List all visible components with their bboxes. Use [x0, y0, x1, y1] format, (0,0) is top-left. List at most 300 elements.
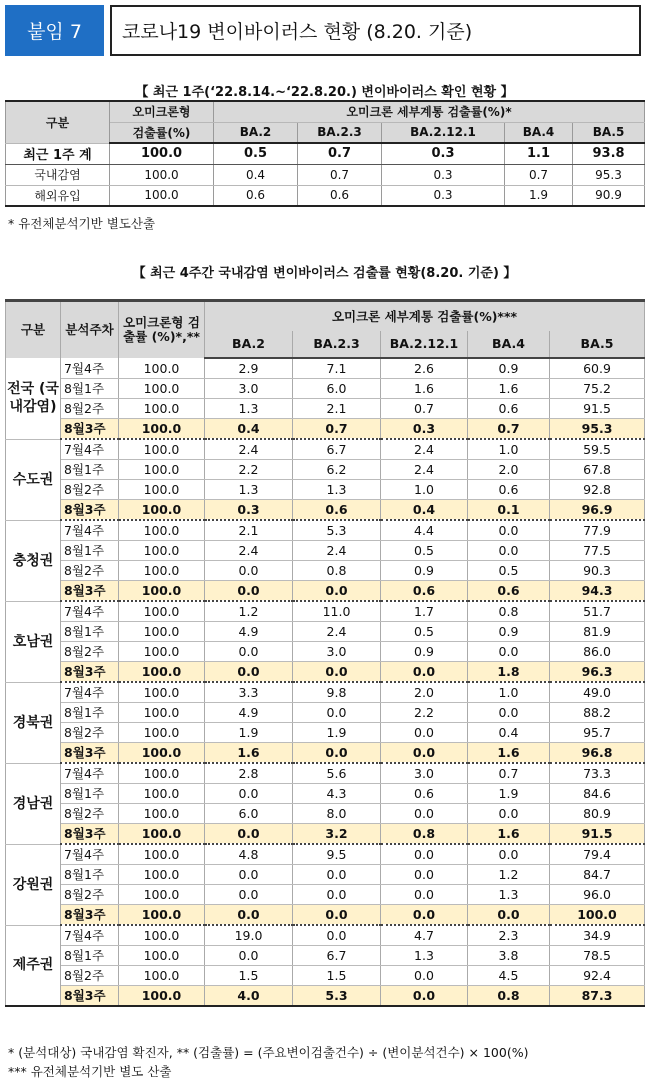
table-row	[6, 541, 645, 561]
week-label: 8월3주	[61, 824, 119, 845]
cell-value: 0.8	[468, 986, 550, 1007]
week-label: 8월3주	[61, 743, 119, 764]
cell-value: 2.6	[381, 358, 468, 379]
cell-value: 2.0	[381, 682, 468, 703]
cell-value: 1.0	[468, 439, 550, 460]
cell-value: 8.0	[293, 804, 381, 824]
cell-value: 0.7	[298, 164, 382, 185]
cell-value: 91.5	[550, 824, 645, 845]
header-subtype: BA.4	[505, 122, 573, 143]
cell-value: 2.3	[468, 925, 550, 946]
cell-value: 0.3	[205, 500, 293, 521]
table-row	[6, 185, 645, 206]
cell-value: 59.5	[550, 439, 645, 460]
cell-omicron: 100.0	[119, 905, 205, 926]
cell-value: 3.2	[293, 824, 381, 845]
attachment-badge: 붙임 7	[5, 5, 104, 56]
table-row	[6, 581, 645, 602]
table1-title: 【 최근 1주(‘22.8.14.~‘22.8.20.) 변이바이러스 확인 현황 】	[135, 85, 514, 100]
cell-omicron: 100.0	[119, 743, 205, 764]
cell-omicron: 100.0	[119, 784, 205, 804]
cell-value: 0.0	[381, 905, 468, 926]
week-label: 8월3주	[61, 662, 119, 683]
cell-value: 90.3	[550, 561, 645, 581]
document-title: 코로나19 변이바이러스 현황 (8.20. 기준)	[110, 5, 641, 56]
cell-value: 0.9	[381, 561, 468, 581]
cell-value: 0.7	[468, 419, 550, 440]
cell-value: 0.0	[293, 885, 381, 905]
cell-value: 0.0	[381, 885, 468, 905]
cell-value: 3.0	[205, 379, 293, 399]
cell-omicron: 100.0	[119, 541, 205, 561]
cell-value: 0.0	[293, 581, 381, 602]
cell-value: 94.3	[550, 581, 645, 602]
cell-value: 81.9	[550, 622, 645, 642]
cell-value: 4.0	[205, 986, 293, 1007]
week-label: 8월3주	[61, 500, 119, 521]
cell-omicron: 100.0	[110, 185, 214, 206]
table-row	[6, 865, 645, 885]
cell-value: 1.6	[468, 743, 550, 764]
cell-omicron: 100.0	[110, 164, 214, 185]
cell-value: 0.3	[382, 185, 505, 206]
table-row	[6, 905, 645, 926]
cell-omicron: 100.0	[119, 439, 205, 460]
cell-value: 0.4	[214, 164, 298, 185]
cell-value: 0.0	[381, 743, 468, 764]
cell-value: 1.1	[505, 143, 573, 164]
cell-value: 0.3	[382, 143, 505, 164]
cell-value: 2.1	[293, 399, 381, 419]
week-label: 8월1주	[61, 379, 119, 399]
cell-value: 1.0	[468, 682, 550, 703]
cell-value: 2.4	[381, 460, 468, 480]
cell-omicron: 100.0	[119, 966, 205, 986]
cell-value: 0.0	[381, 986, 468, 1007]
cell-omicron: 100.0	[119, 460, 205, 480]
header-subtype: BA.2	[214, 122, 298, 143]
cell-value: 0.8	[293, 561, 381, 581]
cell-omicron: 100.0	[119, 480, 205, 500]
week-label: 8월2주	[61, 642, 119, 662]
cell-value: 0.0	[381, 723, 468, 743]
week-label: 8월1주	[61, 541, 119, 561]
cell-value: 0.9	[468, 622, 550, 642]
weekly-variant-table	[5, 100, 645, 207]
cell-value: 0.0	[205, 946, 293, 966]
cell-value: 5.3	[293, 986, 381, 1007]
cell-value: 0.6	[214, 185, 298, 206]
header-subgroup: 오미크론 세부계통 검출률(%)*	[214, 101, 645, 122]
header-subtype: BA.5	[550, 331, 645, 358]
week-label: 8월2주	[61, 399, 119, 419]
cell-value: 4.9	[205, 703, 293, 723]
table-row	[6, 480, 645, 500]
cell-value: 88.2	[550, 703, 645, 723]
cell-value: 95.7	[550, 723, 645, 743]
cell-value: 0.0	[468, 541, 550, 561]
week-label: 8월2주	[61, 804, 119, 824]
cell-value: 3.8	[468, 946, 550, 966]
cell-value: 3.0	[381, 763, 468, 784]
header-subtype: BA.2.3	[293, 331, 381, 358]
cell-omicron: 100.0	[119, 520, 205, 541]
cell-value: 1.6	[205, 743, 293, 764]
region-label: 경남권	[6, 763, 61, 844]
table-row	[6, 824, 645, 845]
table-row	[6, 164, 645, 185]
cell-value: 0.6	[381, 581, 468, 602]
cell-value: 1.9	[505, 185, 573, 206]
cell-omicron: 100.0	[119, 986, 205, 1007]
cell-omicron: 100.0	[119, 358, 205, 379]
cell-value: 0.5	[214, 143, 298, 164]
cell-omicron: 100.0	[119, 601, 205, 622]
table-row	[6, 379, 645, 399]
week-label: 8월1주	[61, 946, 119, 966]
cell-value: 0.7	[468, 763, 550, 784]
cell-value: 96.0	[550, 885, 645, 905]
cell-value: 3.3	[205, 682, 293, 703]
cell-value: 0.0	[468, 804, 550, 824]
cell-value: 67.8	[550, 460, 645, 480]
header-category: 구분	[6, 101, 110, 143]
cell-value: 1.6	[468, 824, 550, 845]
cell-omicron: 100.0	[119, 682, 205, 703]
cell-value: 1.5	[293, 966, 381, 986]
cell-value: 92.4	[550, 966, 645, 986]
cell-value: 2.0	[468, 460, 550, 480]
cell-omicron: 100.0	[119, 946, 205, 966]
week-label: 8월3주	[61, 986, 119, 1007]
cell-omicron: 100.0	[119, 379, 205, 399]
table-row	[6, 358, 645, 379]
cell-value: 0.9	[381, 642, 468, 662]
row-label: 국내감염	[6, 164, 110, 185]
cell-value: 0.0	[293, 743, 381, 764]
cell-value: 92.8	[550, 480, 645, 500]
cell-value: 51.7	[550, 601, 645, 622]
header-subgroup: 오미크론 세부계통 검출률(%)***	[205, 301, 645, 332]
cell-value: 2.4	[205, 439, 293, 460]
week-label: 8월3주	[61, 419, 119, 440]
cell-omicron: 100.0	[119, 662, 205, 683]
cell-value: 0.9	[468, 358, 550, 379]
cell-omicron: 100.0	[119, 804, 205, 824]
cell-value: 77.5	[550, 541, 645, 561]
header-omicron-line1: 오미크론형	[110, 101, 214, 122]
cell-value: 4.8	[205, 844, 293, 865]
cell-value: 0.8	[468, 601, 550, 622]
cell-value: 2.9	[205, 358, 293, 379]
region-label: 수도권	[6, 439, 61, 520]
table-row	[6, 784, 645, 804]
table-row	[6, 723, 645, 743]
region-label: 충청권	[6, 520, 61, 601]
cell-value: 73.3	[550, 763, 645, 784]
cell-value: 79.4	[550, 844, 645, 865]
table-row	[6, 885, 645, 905]
cell-value: 0.0	[293, 905, 381, 926]
week-label: 8월1주	[61, 703, 119, 723]
cell-value: 93.8	[573, 143, 645, 164]
cell-value: 0.0	[468, 703, 550, 723]
cell-value: 4.9	[205, 622, 293, 642]
cell-value: 6.0	[205, 804, 293, 824]
cell-value: 6.0	[293, 379, 381, 399]
cell-value: 1.0	[381, 480, 468, 500]
table-row	[6, 439, 645, 460]
cell-omicron: 100.0	[110, 143, 214, 164]
table-row	[6, 500, 645, 521]
week-label: 7월4주	[61, 358, 119, 379]
week-label: 7월4주	[61, 925, 119, 946]
table-row	[6, 399, 645, 419]
cell-value: 0.7	[505, 164, 573, 185]
cell-value: 0.6	[468, 399, 550, 419]
cell-value: 0.0	[293, 865, 381, 885]
table-row	[6, 682, 645, 703]
cell-value: 5.3	[293, 520, 381, 541]
cell-omicron: 100.0	[119, 844, 205, 865]
week-label: 8월2주	[61, 561, 119, 581]
cell-value: 0.0	[468, 905, 550, 926]
cell-value: 0.0	[381, 865, 468, 885]
cell-value: 0.0	[293, 662, 381, 683]
cell-value: 6.7	[293, 946, 381, 966]
cell-value: 95.3	[550, 419, 645, 440]
cell-value: 4.7	[381, 925, 468, 946]
week-label: 8월1주	[61, 460, 119, 480]
cell-value: 1.3	[205, 399, 293, 419]
cell-value: 0.7	[381, 399, 468, 419]
header-omicron-line2: 검출률(%)	[110, 122, 214, 143]
cell-value: 34.9	[550, 925, 645, 946]
cell-omicron: 100.0	[119, 865, 205, 885]
cell-value: 0.0	[205, 561, 293, 581]
cell-value: 0.6	[381, 784, 468, 804]
cell-value: 90.9	[573, 185, 645, 206]
cell-value: 1.9	[205, 723, 293, 743]
table-row	[6, 703, 645, 723]
table-row	[6, 662, 645, 683]
week-label: 8월3주	[61, 905, 119, 926]
cell-value: 1.3	[468, 885, 550, 905]
table-row	[6, 763, 645, 784]
cell-value: 96.9	[550, 500, 645, 521]
cell-value: 0.0	[468, 520, 550, 541]
cell-value: 1.2	[468, 865, 550, 885]
week-label: 8월2주	[61, 966, 119, 986]
cell-value: 60.9	[550, 358, 645, 379]
table-row	[6, 143, 645, 164]
row-label: 최근 1주 계	[6, 143, 110, 164]
header-subtype: BA.2.12.1	[382, 122, 505, 143]
week-label: 7월4주	[61, 520, 119, 541]
cell-value: 0.6	[468, 581, 550, 602]
footnote-2: *** 유전체분석기반 별도 산출	[8, 1064, 172, 1079]
region-label: 강원권	[6, 844, 61, 925]
region-label: 경북권	[6, 682, 61, 763]
cell-omicron: 100.0	[119, 925, 205, 946]
cell-value: 0.0	[205, 885, 293, 905]
header-category: 구분	[6, 301, 61, 359]
cell-value: 0.0	[205, 581, 293, 602]
cell-value: 0.0	[381, 966, 468, 986]
cell-value: 1.3	[381, 946, 468, 966]
cell-value: 84.7	[550, 865, 645, 885]
week-label: 7월4주	[61, 844, 119, 865]
cell-omicron: 100.0	[119, 723, 205, 743]
header-subtype: BA.2.3	[298, 122, 382, 143]
cell-omicron: 100.0	[119, 419, 205, 440]
table-row	[6, 642, 645, 662]
cell-value: 6.2	[293, 460, 381, 480]
header-week: 분석주차	[61, 301, 119, 359]
cell-value: 3.0	[293, 642, 381, 662]
cell-value: 75.2	[550, 379, 645, 399]
cell-value: 96.3	[550, 662, 645, 683]
cell-value: 1.8	[468, 662, 550, 683]
cell-value: 1.9	[468, 784, 550, 804]
cell-value: 0.0	[293, 703, 381, 723]
cell-value: 0.4	[205, 419, 293, 440]
table-row	[6, 986, 645, 1007]
cell-value: 1.6	[381, 379, 468, 399]
table-row	[6, 601, 645, 622]
regional-variant-table	[5, 299, 645, 1007]
table-row	[6, 622, 645, 642]
row-label: 해외유입	[6, 185, 110, 206]
cell-value: 2.4	[381, 439, 468, 460]
table2-title: 【 최근 4주간 국내감염 변이바이러스 검출률 현황(8.20. 기준) 】	[132, 266, 517, 281]
header-subtype: BA.2.12.1	[381, 331, 468, 358]
cell-value: 0.0	[468, 642, 550, 662]
cell-value: 96.8	[550, 743, 645, 764]
cell-value: 1.2	[205, 601, 293, 622]
cell-value: 2.4	[293, 541, 381, 561]
week-label: 8월2주	[61, 480, 119, 500]
cell-value: 0.7	[293, 419, 381, 440]
header-subtype: BA.4	[468, 331, 550, 358]
cell-omicron: 100.0	[119, 399, 205, 419]
week-label: 8월1주	[61, 622, 119, 642]
cell-value: 2.1	[205, 520, 293, 541]
cell-value: 2.4	[293, 622, 381, 642]
week-label: 8월2주	[61, 885, 119, 905]
cell-value: 0.1	[468, 500, 550, 521]
cell-value: 0.0	[381, 662, 468, 683]
week-label: 7월4주	[61, 682, 119, 703]
cell-value: 0.4	[468, 723, 550, 743]
cell-value: 1.7	[381, 601, 468, 622]
cell-value: 0.5	[468, 561, 550, 581]
cell-value: 100.0	[550, 905, 645, 926]
cell-value: 11.0	[293, 601, 381, 622]
cell-value: 2.2	[381, 703, 468, 723]
cell-value: 0.0	[293, 925, 381, 946]
cell-value: 1.9	[293, 723, 381, 743]
cell-value: 49.0	[550, 682, 645, 703]
cell-value: 86.0	[550, 642, 645, 662]
cell-value: 19.0	[205, 925, 293, 946]
cell-value: 95.3	[573, 164, 645, 185]
region-label: 호남권	[6, 601, 61, 682]
cell-omicron: 100.0	[119, 703, 205, 723]
cell-value: 6.7	[293, 439, 381, 460]
table-row	[6, 419, 645, 440]
cell-value: 0.3	[381, 419, 468, 440]
cell-value: 0.6	[468, 480, 550, 500]
table-row	[6, 966, 645, 986]
cell-value: 0.0	[205, 824, 293, 845]
cell-value: 0.0	[381, 844, 468, 865]
cell-value: 91.5	[550, 399, 645, 419]
cell-omicron: 100.0	[119, 561, 205, 581]
cell-value: 0.0	[381, 804, 468, 824]
cell-value: 4.4	[381, 520, 468, 541]
cell-value: 2.8	[205, 763, 293, 784]
cell-value: 9.8	[293, 682, 381, 703]
cell-value: 0.0	[205, 865, 293, 885]
cell-value: 0.4	[381, 500, 468, 521]
cell-value: 0.6	[298, 185, 382, 206]
table1-note: * 유전체분석기반 별도산출	[8, 216, 156, 231]
cell-value: 0.5	[381, 622, 468, 642]
cell-value: 4.5	[468, 966, 550, 986]
cell-value: 78.5	[550, 946, 645, 966]
cell-value: 7.1	[293, 358, 381, 379]
week-label: 7월4주	[61, 601, 119, 622]
cell-value: 0.0	[205, 905, 293, 926]
cell-omicron: 100.0	[119, 885, 205, 905]
table-row	[6, 804, 645, 824]
cell-value: 0.3	[382, 164, 505, 185]
cell-value: 2.2	[205, 460, 293, 480]
table-row	[6, 925, 645, 946]
cell-value: 1.3	[293, 480, 381, 500]
region-label: 전국 (국내감염)	[6, 358, 61, 439]
table-row	[6, 743, 645, 764]
cell-value: 80.9	[550, 804, 645, 824]
cell-value: 1.3	[205, 480, 293, 500]
cell-value: 87.3	[550, 986, 645, 1007]
cell-value: 0.7	[298, 143, 382, 164]
cell-omicron: 100.0	[119, 500, 205, 521]
cell-value: 1.5	[205, 966, 293, 986]
footnote-1: * (분석대상) 국내감염 확진자, ** (검출률) = (주요변이검출건수) ÷ (변이분석건수) × 100(%)	[8, 1045, 529, 1060]
week-label: 8월2주	[61, 723, 119, 743]
header-omicron: 오미크론형 검출률 (%)*,**	[119, 301, 205, 359]
cell-value: 84.6	[550, 784, 645, 804]
region-label: 제주권	[6, 925, 61, 1006]
cell-omicron: 100.0	[119, 642, 205, 662]
table-row	[6, 520, 645, 541]
week-label: 7월4주	[61, 763, 119, 784]
cell-omicron: 100.0	[119, 824, 205, 845]
table-row	[6, 946, 645, 966]
table-row	[6, 844, 645, 865]
cell-value: 2.4	[205, 541, 293, 561]
table-row	[6, 561, 645, 581]
week-label: 8월3주	[61, 581, 119, 602]
cell-value: 0.5	[381, 541, 468, 561]
week-label: 8월1주	[61, 865, 119, 885]
header-subtype: BA.5	[573, 122, 645, 143]
cell-value: 0.0	[205, 642, 293, 662]
table-row	[6, 460, 645, 480]
cell-value: 77.9	[550, 520, 645, 541]
